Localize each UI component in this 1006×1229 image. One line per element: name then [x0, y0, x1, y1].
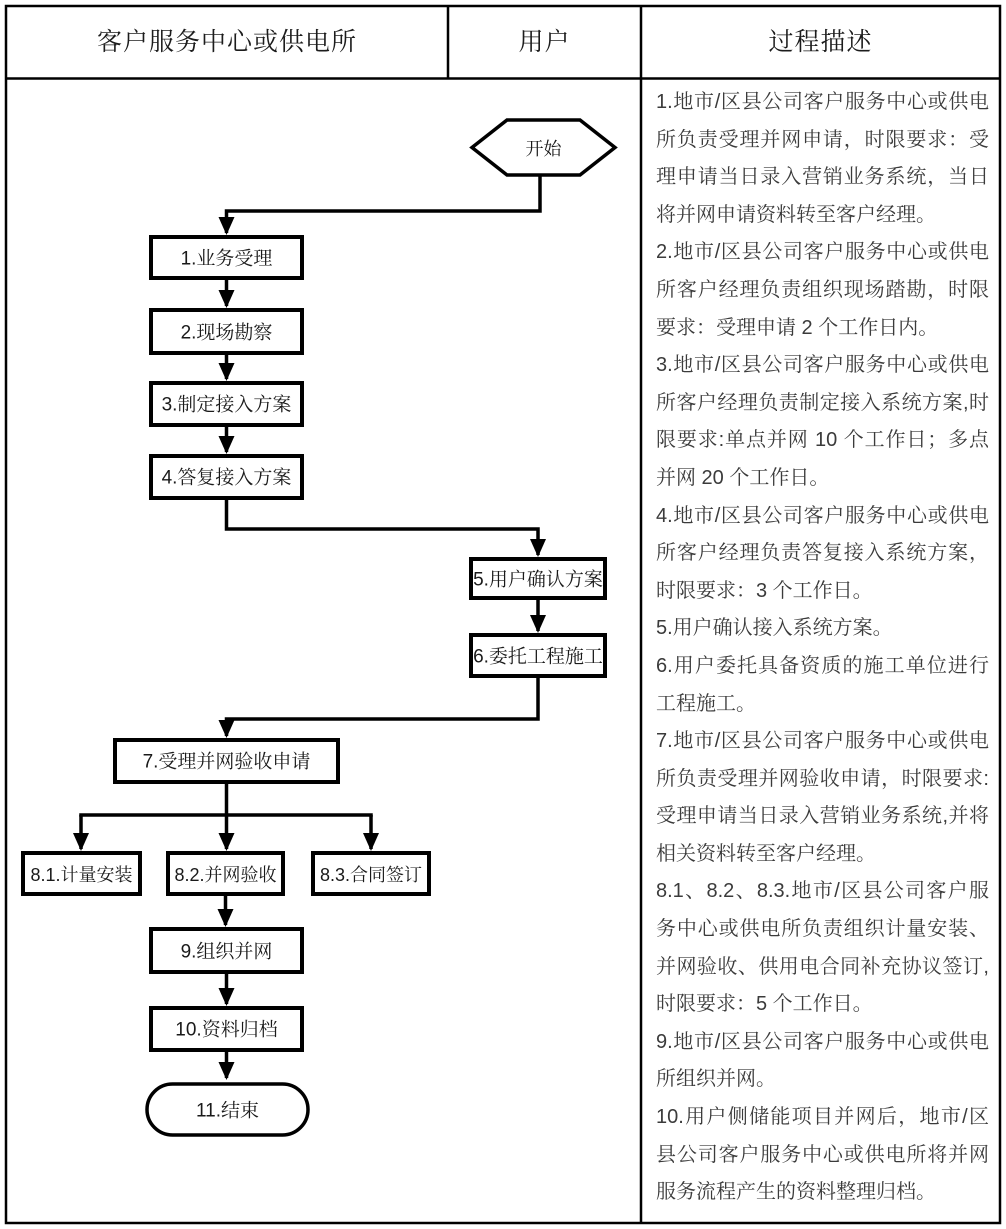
- process-step-description: 8.1、8.2、8.3.地市/区县公司客户服务中心或供电所负责组织计量安装、并网验收、供用电合同补充协议签订,时限要求：5 个工作日。: [656, 880, 989, 1016]
- step-8-2-label: 8.2.并网验收: [174, 865, 277, 885]
- step-8-1-label: 8.1.计量安装: [30, 865, 133, 885]
- column-header-user: 用户: [518, 28, 571, 56]
- process-step-description: 5.用户确认接入系统方案。: [656, 617, 893, 640]
- arrow-start-to-1: [227, 175, 541, 233]
- step-8-3-label: 8.3.合同签订: [319, 865, 423, 885]
- process-step-description: 10.用户侧储能项目并网后，地市/区县公司客户服务中心或供电所将并网服务流程产生的资料整理归档。: [656, 1106, 989, 1204]
- process-description-cell: [641, 82, 1001, 1222]
- process-step-description: 4.地市/区县公司客户服务中心或供电所客户经理负责答复接入系统方案，时限要求：3 个工作日。: [656, 504, 989, 602]
- step-1-label: 1.业务受理: [180, 248, 273, 270]
- step-4-label: 4.答复接入方案: [161, 467, 292, 489]
- step-7-label: 7.受理并网验收申请: [142, 751, 311, 773]
- process-step-description: 6.用户委托具备资质的施工单位进行工程施工。: [656, 654, 989, 715]
- step-3-label: 3.制定接入方案: [161, 394, 292, 416]
- step-5-label: 5.用户确认方案: [473, 569, 603, 591]
- step-10-label: 10.资料归档: [175, 1019, 278, 1041]
- start-node-label: 开始: [525, 139, 562, 159]
- flow-nodes: [23, 120, 615, 1135]
- column-header-service-center: 客户服务中心或供电所: [96, 28, 357, 56]
- process-step-description: 7.地市/区县公司客户服务中心或供电所负责受理并网验收申请，时限要求:受理申请当日录入营销业务系统,并将相关资料转至客户经理。: [656, 730, 989, 865]
- step-2-label: 2.现场勘察: [180, 322, 273, 344]
- column-header-process-description: 过程描述: [768, 28, 873, 56]
- process-step-description: 1.地市/区县公司客户服务中心或供电所负责受理并网申请，时限要求：受理申请当日录入营销业务系统，当日将并网申请资料转至客户经理。: [656, 91, 989, 226]
- end-node-label: 11.结束: [195, 1100, 260, 1122]
- step-9-label: 9.组织并网: [180, 941, 273, 963]
- process-step-description: 9.地市/区县公司客户服务中心或供电所组织并网。: [656, 1030, 989, 1091]
- process-step-description: 3.地市/区县公司客户服务中心或供电所客户经理负责制定接入系统方案,时限要求:单点并网 10 个工作日；多点并网 20 个工作日。: [656, 354, 989, 489]
- step-6-label: 6.委托工程施工: [473, 646, 603, 668]
- arrow-6-to-7: [227, 676, 539, 736]
- arrow-4-to-5: [227, 498, 539, 555]
- process-step-description: 2.地市/区县公司客户服务中心或供电所客户经理负责组织现场踏勘，时限要求：受理申请 2 个工作日内。: [656, 241, 989, 339]
